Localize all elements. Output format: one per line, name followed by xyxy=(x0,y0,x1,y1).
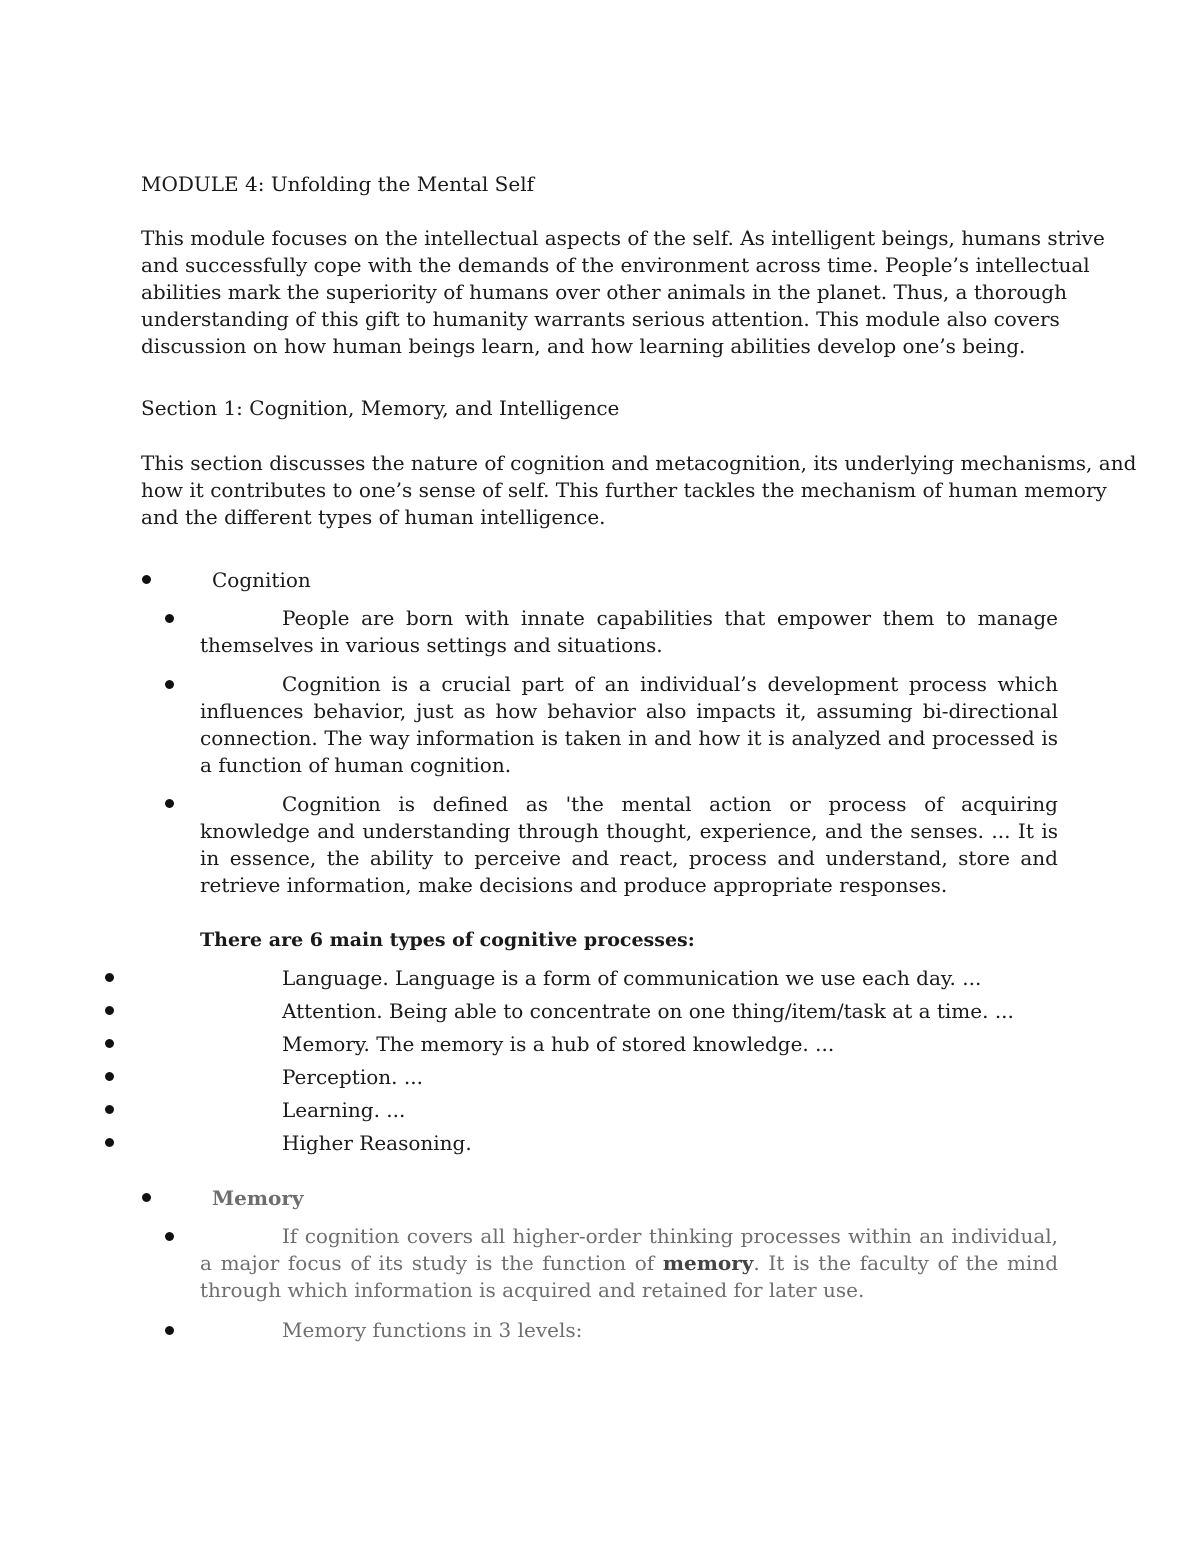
bullet-icon xyxy=(105,1039,114,1048)
process-item: Memory. The memory is a hub of stored knowledge. ... xyxy=(282,1032,835,1056)
bullet-icon xyxy=(105,1006,114,1015)
cognition-heading: Cognition xyxy=(212,568,311,592)
bullet-icon xyxy=(165,1326,174,1335)
bullet-icon xyxy=(165,1232,174,1241)
cognition-point-3: Cognition is defined as 'the mental action or process of acquiring knowledge and understanding through thought, experience, and the senses. ... It is in essence, the ability to perceive and react, process and understand, store and retrieve information, make decisions and produce appropriate responses. xyxy=(200,792,1058,897)
process-item: Language. Language is a form of communication we use each day. ... xyxy=(282,966,982,990)
memory-heading: Memory xyxy=(212,1186,304,1210)
section-line: This section discusses the nature of cognition and metacognition, its underlying mechanisms, and xyxy=(141,451,1137,475)
processes-heading: There are 6 main types of cognitive processes: xyxy=(200,929,695,951)
section-line: and the different types of human intelligence. xyxy=(141,505,606,529)
process-item: Attention. Being able to concentrate on one thing/item/task at a time. ... xyxy=(282,999,1014,1023)
memory-point-1: If cognition covers all higher-order thinking processes within an individual, a major focus of its study is the function of memory. It is the faculty of the mind through which information is acquired and retained for later use. xyxy=(200,1224,1059,1302)
section-line: how it contributes to one’s sense of self. This further tackles the mechanism of human memory xyxy=(141,478,1107,502)
intro-line: abilities mark the superiority of humans over other animals in the planet. Thus, a thorough xyxy=(141,280,1067,304)
intro-line: This module focuses on the intellectual aspects of the self. As intelligent beings, humans strive xyxy=(141,226,1105,250)
bullet-icon xyxy=(165,680,174,689)
bullet-icon xyxy=(165,614,174,623)
memory-keyword: memory xyxy=(662,1251,754,1275)
intro-paragraph xyxy=(141,225,1105,360)
module-title: MODULE 4: Unfolding the Mental Self xyxy=(141,172,534,196)
process-item: Higher Reasoning. xyxy=(282,1131,472,1155)
intro-line: understanding of this gift to humanity warrants serious attention. This module also covers xyxy=(141,307,1060,331)
bullet-icon xyxy=(142,575,151,584)
process-item: Learning. ... xyxy=(282,1098,406,1122)
memory-point-2: Memory functions in 3 levels: xyxy=(282,1318,583,1342)
process-item: Perception. ... xyxy=(282,1065,423,1089)
intro-line: discussion on how human beings learn, and how learning abilities develop one’s being. xyxy=(141,334,1026,358)
section-title: Section 1: Cognition, Memory, and Intelligence xyxy=(141,396,620,420)
section-paragraph xyxy=(141,450,1137,531)
bullet-icon xyxy=(105,973,114,982)
intro-line: and successfully cope with the demands of the environment across time. People’s intellectual xyxy=(141,253,1090,277)
cognition-point-1: People are born with innate capabilities that empower them to manage themselves in various settings and situations. xyxy=(200,606,1058,657)
bullet-icon xyxy=(105,1105,114,1114)
bullet-icon xyxy=(165,799,174,808)
bullet-icon xyxy=(105,1072,114,1081)
cognition-point-2: Cognition is a crucial part of an individual’s development process which influences behavior, just as how behavior also impacts it, assuming bi-directional connection. The way information is taken in and how it is analyzed and processed is a function of human cognition. xyxy=(200,672,1058,777)
bullet-icon xyxy=(142,1193,151,1202)
bullet-icon xyxy=(105,1138,114,1147)
